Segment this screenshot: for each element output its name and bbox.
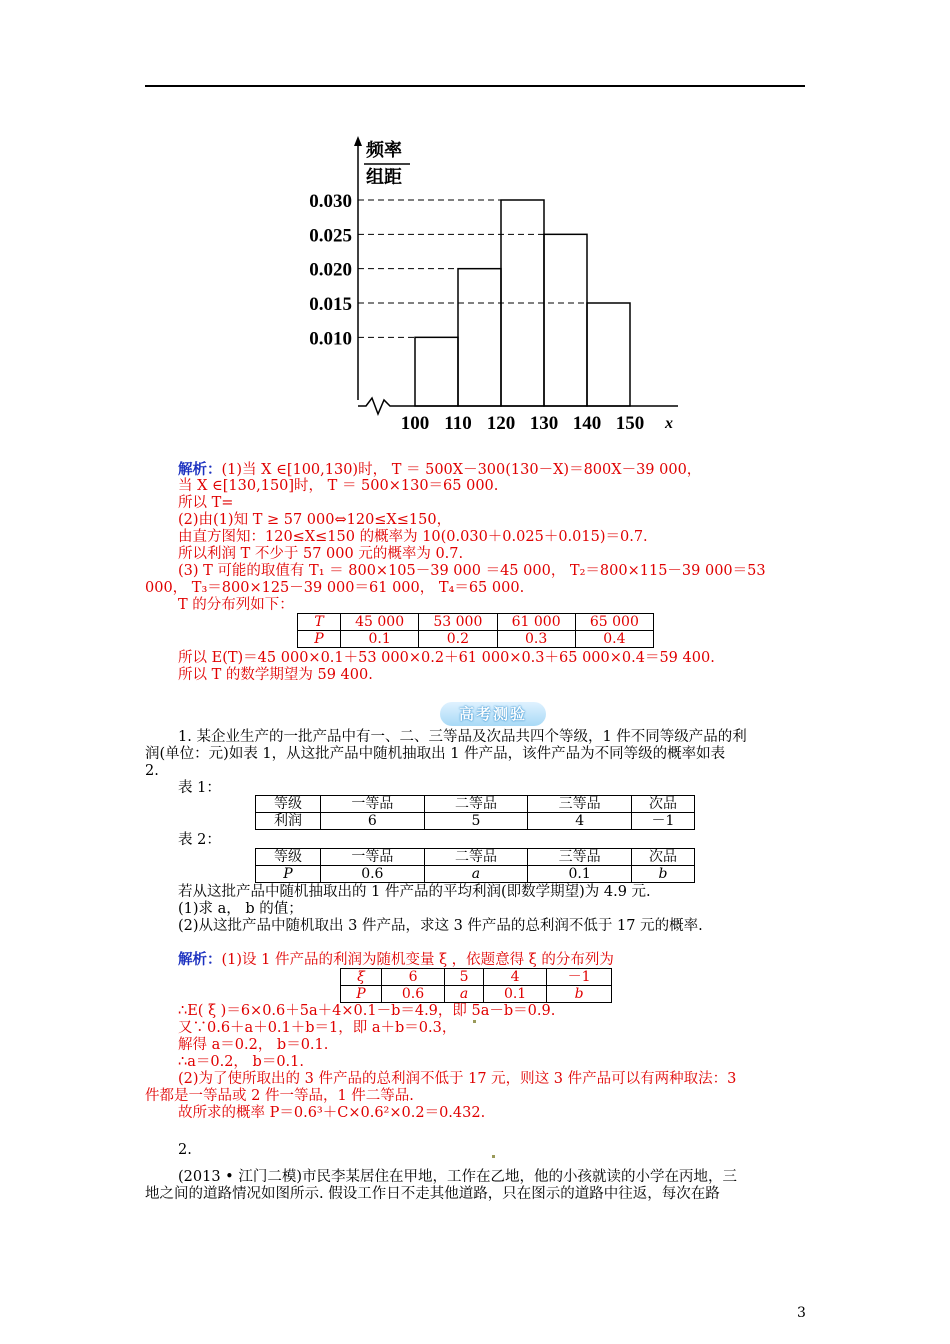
table-cell: 等级 (256, 849, 321, 866)
chart-y-tick-label: 0.030 (309, 191, 352, 212)
table-cell: 一等品 (321, 796, 425, 813)
solution1-line10: 所以 E(T)＝45 000×0.1＋53 000×0.2＋61 000×0.3＋65 000×0.4＝59 400. (178, 650, 715, 666)
chart-y-tick-label: 0.020 (309, 259, 352, 281)
solution2-line4: 解得 a＝0.2， b＝0.1. (178, 1037, 329, 1053)
table-cell: P (256, 866, 321, 883)
table-cell: 0.1 (528, 866, 632, 883)
solution2-distribution-table (340, 968, 612, 1003)
table-cell: 次品 (632, 849, 695, 866)
chart-bar (587, 303, 630, 406)
solution1-line2: 当 X ∈[130,150]时， T ＝ 500×130＝65 000. (178, 478, 499, 494)
problem2-number: 2. (178, 1142, 192, 1158)
problem1-line4: 若从这批产品中随机抽取出的 1 件产品的平均利润(即数学期望)为 4.9 元. (178, 884, 651, 900)
table-cell: 0.6 (382, 986, 445, 1003)
table-cell: 5 (445, 969, 484, 986)
table-row (298, 614, 654, 631)
table-cell: 0.3 (497, 631, 575, 648)
chart-y-tick-label: 0.010 (309, 328, 352, 350)
table-cell: 0.1 (341, 631, 419, 648)
solution2-text1: (1)设 1 件产品的利润为随机变量 ξ ，依题意得 ξ 的分布列为 (221, 952, 614, 968)
page-number: 3 (797, 1305, 806, 1321)
table-row (256, 866, 695, 883)
chart-y-tick-label: 0.025 (309, 225, 352, 247)
solution1-line1 (178, 461, 701, 479)
solution2-line2: ∴E( ξ )＝6×0.6＋5a＋4×0.1－b＝4.9，即 5a－b＝0.9. (178, 1003, 556, 1019)
chart-x-tick-label: 150 (615, 413, 645, 434)
profit-table (255, 795, 695, 830)
chart-ylabel-bottom: 组距 (366, 167, 402, 187)
solution2-line3: 又∵0.6＋a＋0.1＋b＝1，即 a＋b＝0.3， (178, 1020, 457, 1036)
table-cell: 次品 (632, 796, 695, 813)
table-row (256, 813, 695, 830)
table-cell: 利润 (256, 813, 321, 830)
table-cell: 61 000 (497, 614, 575, 631)
chart-x-tick-label: 140 (572, 413, 602, 434)
solution1-line6: 所以利润 T 不少于 57 000 元的概率为 0.7. (178, 546, 464, 562)
table-cell: P (298, 631, 341, 648)
chart-x-tick-label: 110 (444, 413, 472, 434)
table-cell: ξ (341, 969, 382, 986)
chart-y-tick-label: 0.015 (309, 294, 352, 315)
solution1-line5: 由直方图知：120≤X≤150 的概率为 10(0.030＋0.025＋0.015)＝0.7. (178, 529, 648, 545)
solution1-line3: 所以 T= (178, 495, 234, 511)
table-cell: b (632, 866, 695, 883)
table-cell: 一等品 (321, 849, 425, 866)
solution1-line4: (2)由(1)知 T ≥ 57 000⇔120≤X≤150， (178, 512, 452, 528)
solution2-line1 (178, 951, 614, 969)
problem2-line1: (2013 • 江门二模)市民李某居住在甲地，工作在乙地，他的小孩就读的小学在丙地，三 (178, 1169, 737, 1185)
table-cell: 0.4 (575, 631, 653, 648)
table-row (256, 796, 695, 813)
table-cell: 53 000 (419, 614, 497, 631)
table2-caption: 表 2： (178, 832, 221, 848)
problem1-line5: (1)求 a， b 的值； (178, 901, 303, 917)
table-row (341, 986, 612, 1003)
problem1-line2: 润(单位：元)如表 1，从这批产品中随机抽取出 1 件产品，该件产品为不同等级的概率如表 (145, 746, 726, 762)
solution1-text1: (1)当 X ∈[100,130)时， T ＝ 500X－300(130－X)＝800X－39 000， (221, 462, 702, 478)
chart-ylabel-top: 频率 (366, 140, 402, 160)
solution1-line11: 所以 T 的数学期望为 59 400. (178, 667, 373, 683)
table-cell: 0.2 (419, 631, 497, 648)
stray-dot (473, 1020, 476, 1023)
chart-y-axis-arrow (354, 136, 362, 146)
table-cell: 6 (382, 969, 445, 986)
solution1-distribution-table (297, 613, 654, 648)
problem1-line1: 1. 某企业生产的一批产品中有一、二、三等品及次品共四个等级，1 件不同等级产品的利 (178, 729, 747, 745)
table-cell: 三等品 (528, 796, 632, 813)
chart-x-tick-label: 120 (486, 413, 516, 434)
table-row (298, 631, 654, 648)
table-cell: 4 (528, 813, 632, 830)
solution1-line8: 000， T₃＝800×125－39 000＝61 000， T₄＝65 000. (145, 580, 525, 596)
table-cell: 二等品 (424, 796, 528, 813)
table-cell: a (424, 866, 528, 883)
table-row (256, 849, 695, 866)
table-cell: 4 (484, 969, 547, 986)
solution2-line8: 故所求的概率 P＝0.6³＋C×0.6²×0.2＝0.432. (178, 1105, 486, 1121)
table1-caption: 表 1： (178, 780, 221, 796)
chart-x-tick-label: 130 (529, 413, 559, 434)
table-cell: T (298, 614, 341, 631)
table-cell: 0.6 (321, 866, 425, 883)
chart-bar (544, 234, 587, 406)
table-cell: b (547, 986, 612, 1003)
solution1-label: 解析： (178, 461, 222, 478)
table-cell: P (341, 986, 382, 1003)
chart-xlabel: x (665, 415, 673, 432)
section-badge: 高考测验 (440, 702, 546, 726)
table-cell: 6 (321, 813, 425, 830)
table-cell: －1 (632, 813, 695, 830)
table-cell: 二等品 (424, 849, 528, 866)
solution2-label: 解析： (178, 951, 222, 968)
chart-bar (415, 337, 458, 406)
solution1-line7: (3) T 可能的取值有 T₁ ＝ 800×105－39 000 ＝45 000， T₂＝800×115－39 000＝53 (178, 563, 766, 579)
table-cell: 5 (424, 813, 528, 830)
chart-bar (458, 269, 501, 406)
solution2-line6: (2)为了使所取出的 3 件产品的总利润不低于 17 元，则这 3 件产品可以有两种取法：3 (178, 1071, 737, 1087)
header-rule (145, 85, 805, 87)
probability-table (255, 848, 695, 883)
problem2-line2: 地之间的道路情况如图所示. 假设工作日不走其他道路，只在图示的道路中往返，每次在路 (145, 1186, 720, 1202)
table-cell: －1 (547, 969, 612, 986)
histogram-chart (290, 130, 690, 440)
chart-x-tick-label: 100 (400, 413, 430, 434)
stray-dot (492, 1155, 495, 1158)
table-cell: 等级 (256, 796, 321, 813)
table-cell: a (445, 986, 484, 1003)
table-row (341, 969, 612, 986)
solution2-line5: ∴a＝0.2， b＝0.1. (178, 1054, 304, 1070)
solution1-line9: T 的分布列如下： (178, 597, 294, 613)
solution2-line7: 件都是一等品或 2 件一等品，1 件二等品. (145, 1088, 414, 1104)
table-cell: 45 000 (341, 614, 419, 631)
table-cell: 65 000 (575, 614, 653, 631)
problem1-line6: (2)从这批产品中随机取出 3 件产品，求这 3 件产品的总利润不低于 17 元的概率. (178, 918, 703, 934)
table-cell: 0.1 (484, 986, 547, 1003)
table-cell: 三等品 (528, 849, 632, 866)
problem1-line3: 2. (145, 763, 159, 779)
